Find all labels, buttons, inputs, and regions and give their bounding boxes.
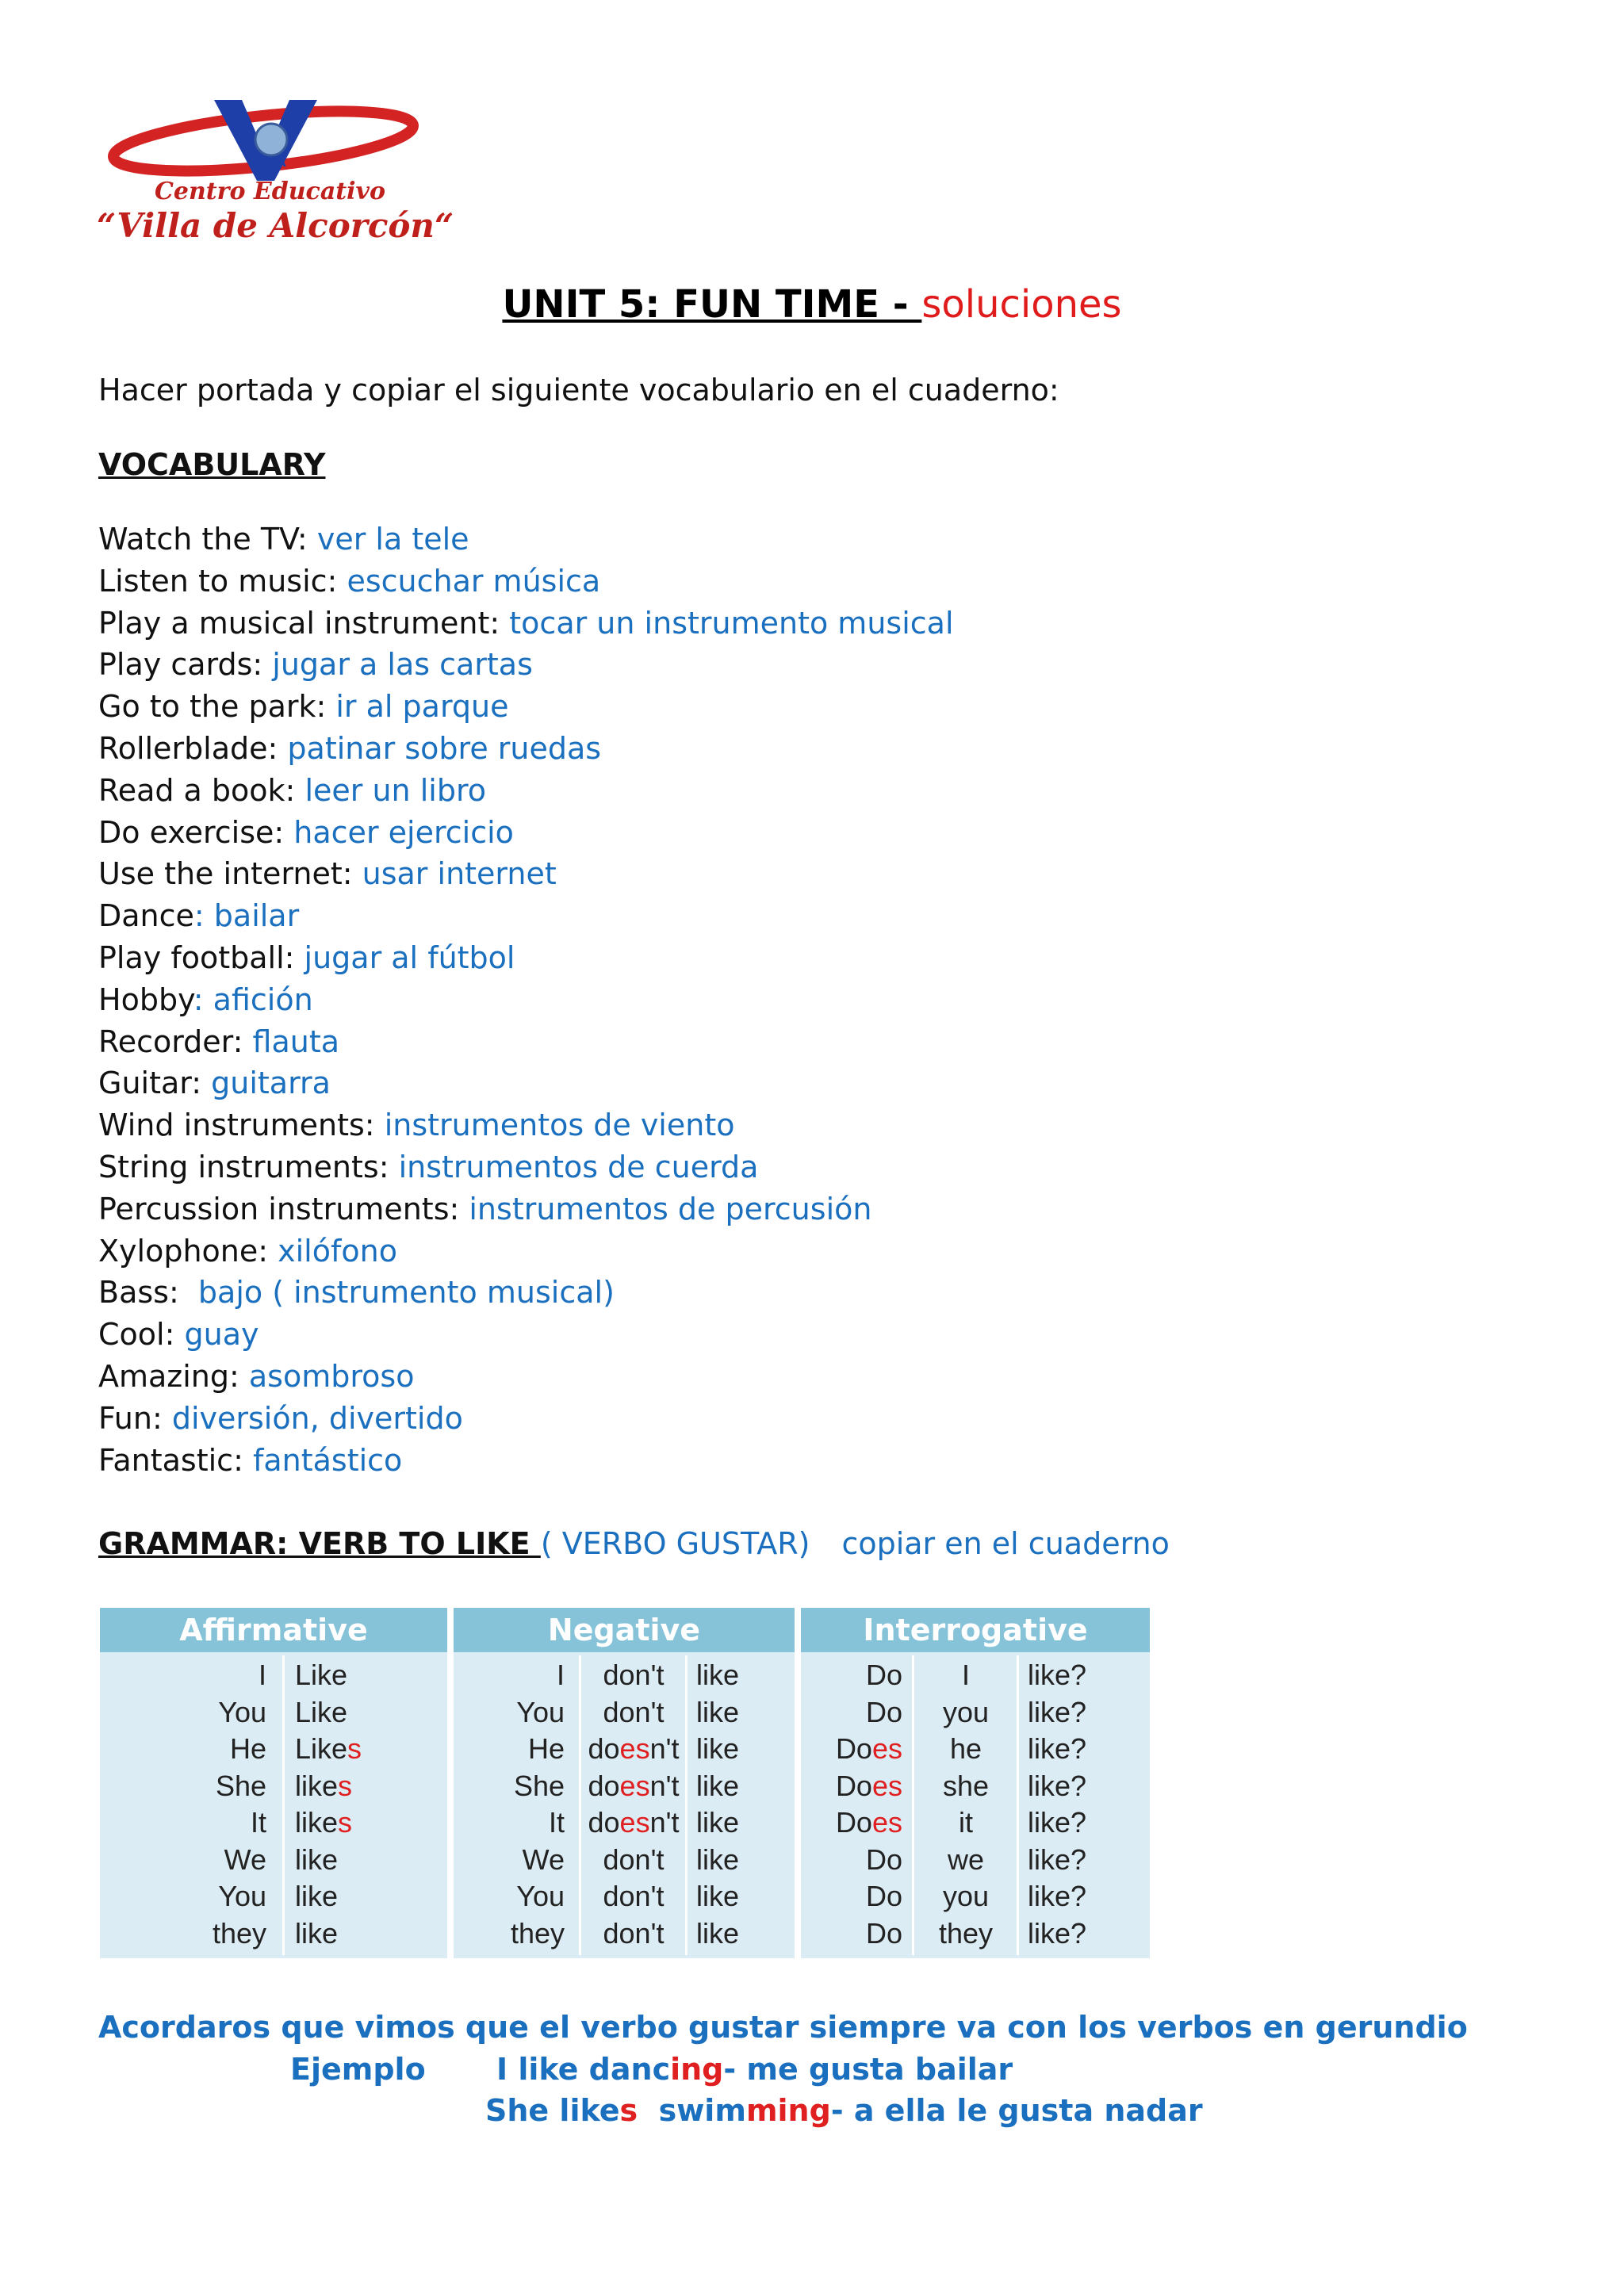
vocab-item <box>98 1398 954 1440</box>
affirmative-verb: likes <box>295 1769 353 1802</box>
gerund-note: Acordaros que vimos que el verbo gustar siempre va con los verbos en gerundio <box>98 2010 1468 2045</box>
vocab-es: xilófono <box>278 1233 397 1269</box>
vocab-en: Wind instruments: <box>98 1108 385 1143</box>
negative-verb: like <box>696 1880 740 1912</box>
affirmative-verb: Likes <box>295 1732 362 1765</box>
vocab-item <box>98 1146 954 1188</box>
negative-auxiliary: doesn't <box>588 1769 680 1802</box>
interrogative-auxiliary: Do <box>865 1695 902 1728</box>
negative-auxiliary: don't <box>603 1880 665 1912</box>
grammar-subtitle: ( VERBO GUSTAR) <box>540 1526 810 1561</box>
vocab-es: asombroso <box>248 1358 415 1394</box>
example-2-gerund-ending: ming <box>745 2093 831 2128</box>
vocab-es: : bailar <box>193 898 300 934</box>
title-accent: soluciones <box>921 282 1122 327</box>
vocab-en: Guitar: <box>98 1066 212 1101</box>
affirmative-pronoun: It <box>250 1806 266 1839</box>
vocab-item <box>98 686 954 728</box>
interrogative-pronoun: it <box>959 1806 973 1839</box>
negative-verb: like <box>696 1916 740 1950</box>
vocab-es: ver la tele <box>316 522 469 557</box>
vocab-en: Xylophone: <box>98 1233 278 1269</box>
affirmative-verb: like <box>295 1880 339 1912</box>
interrogative-verb: like? <box>1028 1732 1087 1765</box>
verb-like-table <box>100 1608 1150 1958</box>
interrogative-verb: like? <box>1028 1843 1087 1876</box>
negative-pronoun: they <box>510 1916 565 1950</box>
vocab-item <box>98 519 954 561</box>
vocab-es: : afición <box>193 982 313 1017</box>
vocab-item <box>98 561 954 603</box>
vocab-item <box>98 728 954 770</box>
vocab-en: Do exercise: <box>98 814 294 850</box>
grammar-heading: GRAMMAR: VERB TO LIKE <box>98 1526 541 1561</box>
negative-auxiliary: don't <box>603 1659 665 1691</box>
negative-pronoun: I <box>556 1659 565 1691</box>
interrogative-pronoun: they <box>938 1916 994 1950</box>
affirmative-verb: Like <box>295 1695 348 1728</box>
vocab-es: usar internet <box>362 856 557 892</box>
negative-pronoun: He <box>527 1732 565 1765</box>
page-title <box>0 282 1624 327</box>
vocab-es: tocar un instrumento musical <box>509 605 954 641</box>
vocab-en: Cool: <box>98 1317 185 1353</box>
vocab-es: leer un libro <box>304 772 486 808</box>
interrogative-verb: like? <box>1028 1916 1087 1950</box>
example-2-part: swim <box>638 2093 746 2128</box>
logo-line-2: “Villa de Alcorcón“ <box>97 206 454 245</box>
vocab-en: Rollerblade: <box>98 730 288 766</box>
example-2 <box>485 2093 1203 2128</box>
example-1-part: I like danc <box>496 2052 671 2087</box>
interrogative-verb: like? <box>1028 1695 1087 1728</box>
grammar-heading-line <box>98 1526 1170 1561</box>
vocab-en: Percussion instruments: <box>98 1191 469 1226</box>
vocab-es: guitarra <box>211 1066 331 1101</box>
vocab-es: jugar al fútbol <box>304 939 515 975</box>
vocab-en: String instruments: <box>98 1149 399 1184</box>
vocab-item <box>98 1021 954 1063</box>
vocabulary-list <box>98 519 954 1481</box>
affirmative-verb: like <box>295 1843 339 1876</box>
vocab-en: Go to the park: <box>98 689 336 725</box>
vocab-en: Play cards: <box>98 647 273 683</box>
affirmative-pronoun: He <box>229 1732 266 1765</box>
negative-pronoun: It <box>548 1806 565 1839</box>
interrogative-auxiliary: Do <box>865 1916 902 1950</box>
affirmative-verb: Like <box>295 1659 348 1691</box>
example-2-translation: - a ella le gusta nadar <box>830 2093 1203 2128</box>
negative-pronoun: You <box>516 1695 565 1728</box>
vocab-en: Amazing: <box>98 1358 249 1394</box>
vocab-item <box>98 812 954 854</box>
negative-verb: like <box>696 1659 740 1691</box>
negative-verb: like <box>696 1806 740 1839</box>
interrogative-verb: like? <box>1028 1880 1087 1912</box>
affirmative-pronoun: You <box>218 1695 266 1728</box>
affirmative-verb: like <box>295 1916 339 1950</box>
logo-emblem-letters: VEA <box>258 155 286 170</box>
interrogative-pronoun: I <box>961 1659 970 1691</box>
vocab-en: Watch the TV: <box>98 522 317 557</box>
vocab-en: Bass: <box>98 1275 198 1311</box>
negative-verb: like <box>696 1732 740 1765</box>
vocab-es: instrumentos de viento <box>384 1108 735 1143</box>
vocab-item <box>98 1440 954 1482</box>
grammar-instruction: copiar en el cuaderno <box>841 1526 1170 1561</box>
vocab-item <box>98 1104 954 1146</box>
interrogative-header: Interrogative <box>801 1608 1150 1652</box>
vocab-item <box>98 1356 954 1398</box>
vocab-item <box>98 979 954 1021</box>
example-label: Ejemplo <box>290 2052 426 2087</box>
affirmative-verb: likes <box>295 1806 353 1839</box>
vocab-es: bajo ( instrumento musical) <box>197 1275 615 1311</box>
vocab-es: jugar a las cartas <box>272 647 533 683</box>
interrogative-auxiliary: Does <box>835 1732 902 1765</box>
interrogative-pronoun: you <box>942 1880 990 1912</box>
negative-auxiliary: doesn't <box>588 1806 680 1839</box>
interrogative-auxiliary: Do <box>865 1843 902 1876</box>
negative-auxiliary: doesn't <box>588 1732 680 1765</box>
vocab-item <box>98 1272 954 1314</box>
interrogative-pronoun: he <box>949 1732 982 1765</box>
vocab-en: Dance <box>98 898 194 934</box>
affirmative-header: Affirmative <box>100 1608 447 1652</box>
vocab-es: guay <box>184 1317 259 1353</box>
affirmative-pronoun: I <box>258 1659 266 1691</box>
interrogative-auxiliary: Do <box>865 1659 902 1691</box>
vocab-en: Read a book: <box>98 772 305 808</box>
interrogative-auxiliary: Does <box>835 1806 902 1839</box>
logo-line-1: Centro Educativo <box>155 178 385 205</box>
vocab-item <box>98 1230 954 1272</box>
vocab-item <box>98 644 954 686</box>
negative-pronoun: We <box>522 1843 565 1876</box>
affirmative-pronoun: You <box>218 1880 266 1912</box>
vocab-es: diversión, divertido <box>171 1400 463 1436</box>
vocab-en: Fantastic: <box>98 1442 253 1478</box>
vocab-en: Hobby <box>98 982 193 1017</box>
interrogative-auxiliary: Do <box>865 1880 902 1912</box>
interrogative-auxiliary: Does <box>835 1769 902 1802</box>
example-2-ending: s <box>619 2093 638 2128</box>
vocab-en: Recorder: <box>98 1024 253 1059</box>
vocab-es: patinar sobre ruedas <box>287 730 602 766</box>
interrogative-pronoun: we <box>947 1843 985 1876</box>
vocab-en: Play football: <box>98 939 304 975</box>
vocab-item <box>98 895 954 937</box>
vocab-item <box>98 603 954 645</box>
vocab-item <box>98 1314 954 1356</box>
interrogative-verb: like? <box>1028 1806 1087 1839</box>
vocab-es: flauta <box>252 1024 340 1059</box>
vocab-item <box>98 937 954 979</box>
interrogative-pronoun: you <box>942 1695 990 1728</box>
vocab-item <box>98 1188 954 1230</box>
vocab-en: Play a musical instrument: <box>98 605 510 641</box>
vocab-es: escuchar música <box>347 563 601 599</box>
negative-header: Negative <box>454 1608 795 1652</box>
negative-pronoun: You <box>516 1880 565 1912</box>
example-1-translation: - me gusta bailar <box>723 2052 1013 2087</box>
vocab-en: Use the internet: <box>98 856 362 892</box>
vocab-item <box>98 770 954 812</box>
negative-auxiliary: don't <box>603 1695 665 1728</box>
interrogative-pronoun: she <box>942 1769 990 1802</box>
affirmative-pronoun: they <box>212 1916 266 1950</box>
vocab-item <box>98 1062 954 1104</box>
vocab-en: Listen to music: <box>98 563 347 599</box>
title-main: UNIT 5: FUN TIME - <box>502 282 922 327</box>
negative-auxiliary: don't <box>603 1843 665 1876</box>
negative-auxiliary: don't <box>603 1916 665 1950</box>
vocab-item <box>98 853 954 895</box>
negative-verb: like <box>696 1695 740 1728</box>
interrogative-verb: like? <box>1028 1769 1087 1802</box>
example-1 <box>496 2052 1013 2087</box>
intro-text: Hacer portada y copiar el siguiente vocabulario en el cuaderno: <box>98 373 1059 408</box>
vocab-es: ir al parque <box>335 689 509 725</box>
affirmative-pronoun: She <box>215 1769 266 1802</box>
vocab-es: instrumentos de cuerda <box>398 1149 759 1184</box>
negative-verb: like <box>696 1769 740 1802</box>
vocab-en: Fun: <box>98 1400 172 1436</box>
vocab-es: fantástico <box>252 1442 403 1478</box>
affirmative-pronoun: We <box>224 1843 266 1876</box>
example-1-ending: ing <box>670 2052 724 2087</box>
negative-pronoun: She <box>513 1769 565 1802</box>
vocab-es: hacer ejercicio <box>293 814 514 850</box>
interrogative-verb: like? <box>1028 1659 1087 1691</box>
negative-verb: like <box>696 1843 740 1876</box>
vocab-es: instrumentos de percusión <box>469 1191 872 1226</box>
vocabulary-heading: VOCABULARY <box>98 447 326 482</box>
example-2-part: She like <box>485 2093 620 2128</box>
